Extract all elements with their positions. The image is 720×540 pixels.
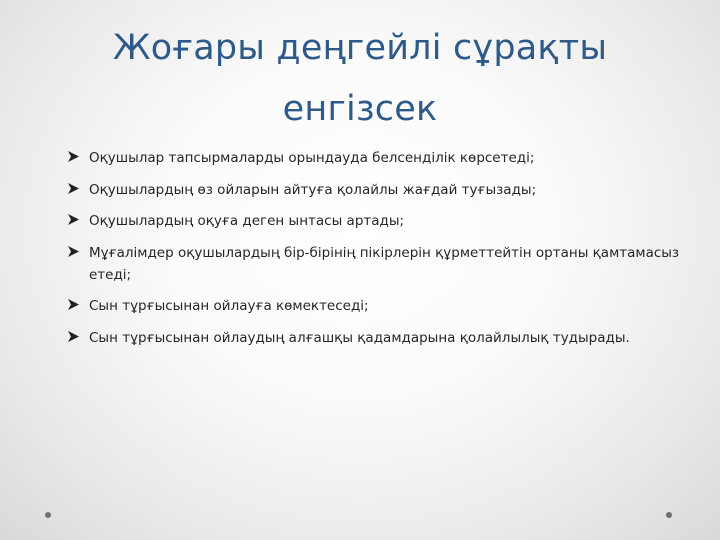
list-item bbox=[68, 327, 688, 349]
bullet-text: Оқушылардың оқуға деген ынтасы артады; bbox=[89, 213, 405, 229]
bullet-list bbox=[68, 147, 688, 358]
decorative-dot-right bbox=[666, 512, 672, 518]
arrow-bullet-icon bbox=[68, 299, 79, 310]
bullet-text: Сын тұрғысынан ойлауға көмектеседі; bbox=[89, 298, 369, 314]
list-item bbox=[68, 242, 688, 286]
arrow-bullet-icon bbox=[68, 214, 79, 225]
arrow-bullet-icon bbox=[68, 246, 79, 257]
bullet-text: Оқушылардың өз ойларын айтуға қолайлы жағдай туғызады; bbox=[89, 181, 537, 198]
bullet-text: Мұғалімдер оқушылардың бір-бірінің пікірлерін құрметтейтін ортаны қамтамасыз етеді; bbox=[89, 244, 680, 283]
slide-title: Жоғары деңгейлі сұрақты енгізсек bbox=[112, 28, 608, 129]
arrow-bullet-icon bbox=[68, 151, 79, 162]
arrow-bullet-icon bbox=[68, 331, 79, 342]
list-item bbox=[68, 210, 688, 232]
arrow-bullet-icon bbox=[68, 183, 79, 194]
list-item bbox=[68, 295, 688, 317]
decorative-dot-left bbox=[45, 512, 51, 518]
list-item bbox=[68, 179, 688, 201]
list-item bbox=[68, 147, 688, 169]
bullet-text: Оқушылар тапсырмаларды орындауда белсенділік көрсетеді; bbox=[89, 150, 535, 166]
bullet-text: Сын тұрғысынан ойлаудың алғашқы қадамдарына қолайлылық тудырады. bbox=[89, 329, 630, 346]
